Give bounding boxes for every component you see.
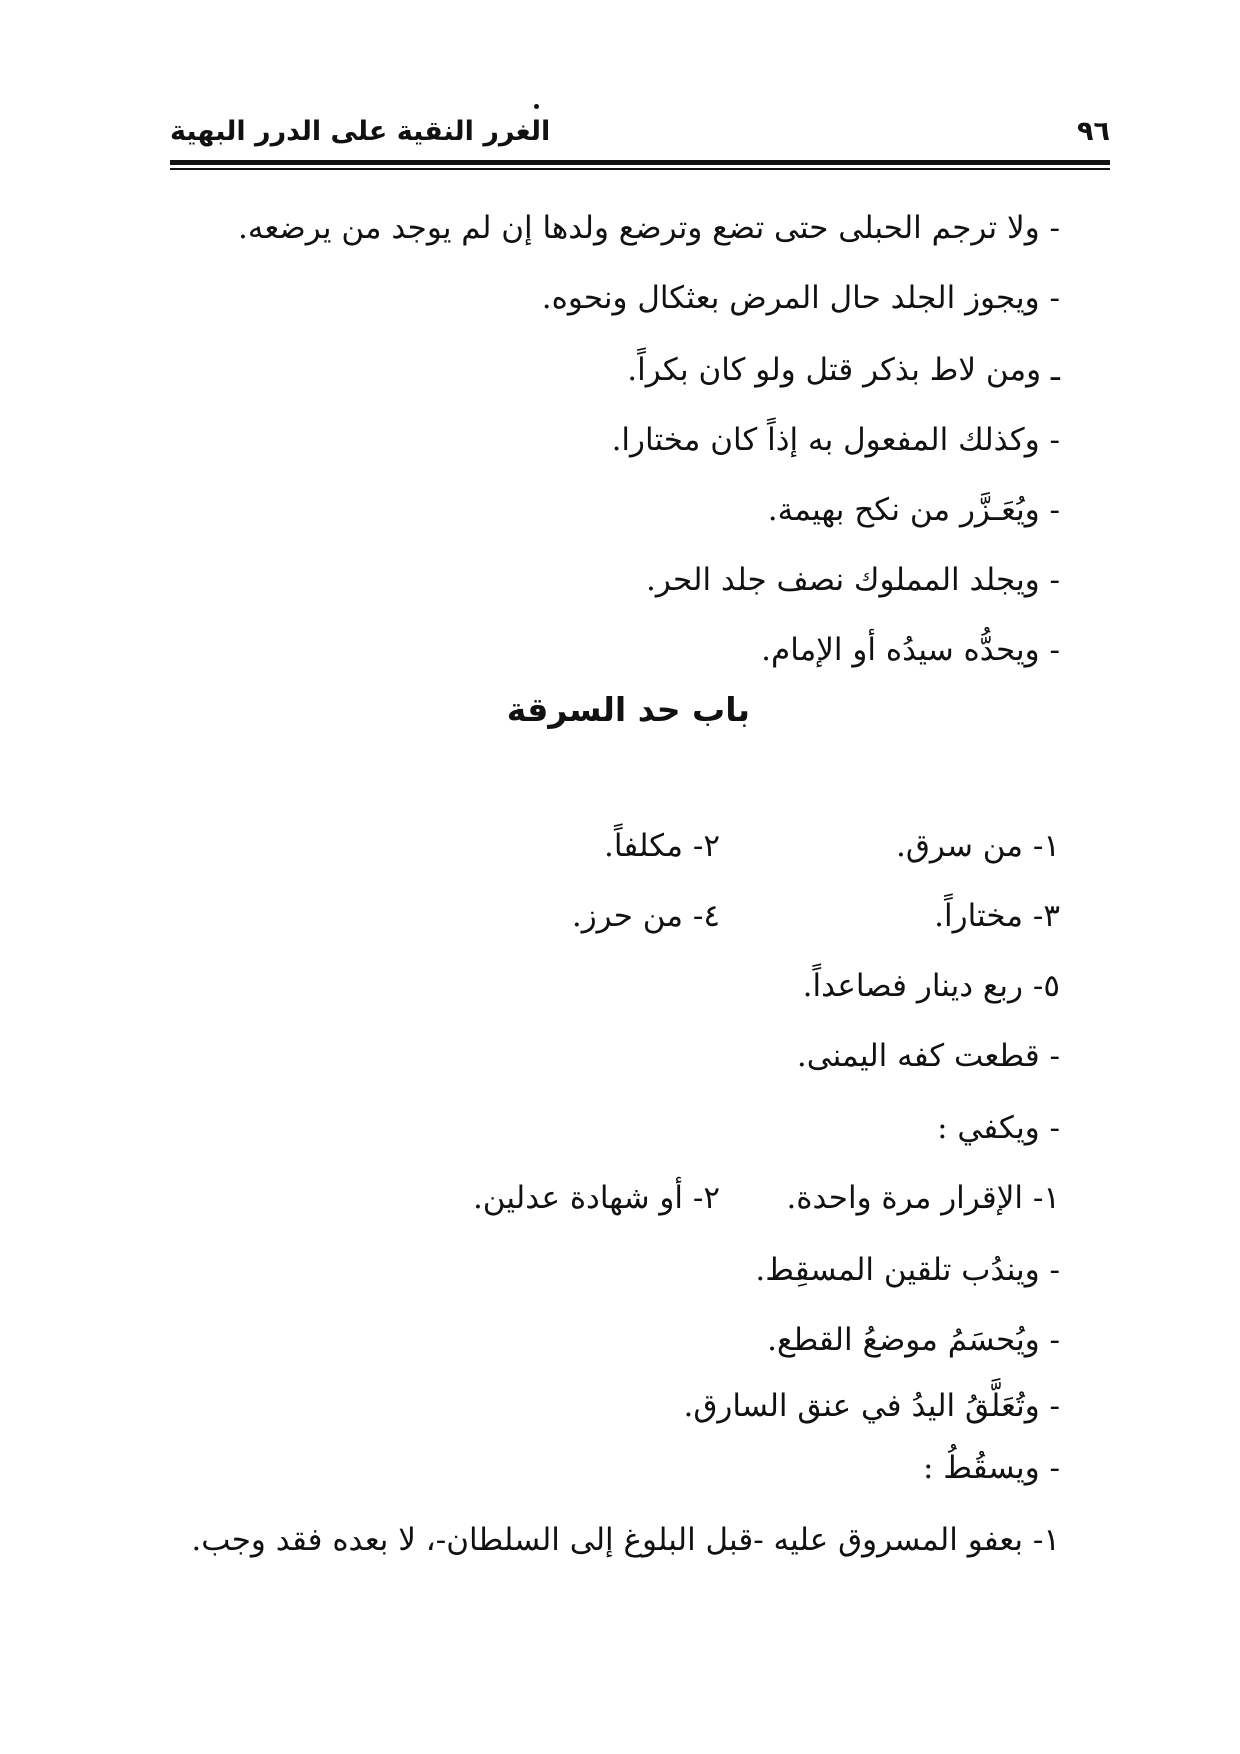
text-line: - ويكفي : [937,1110,1060,1146]
header-rule-thin [170,168,1110,170]
header-dot [534,104,539,109]
proof-item: ١- الإقرار مرة واحدة. [786,1180,1060,1216]
text-line: - ويُحسَمُ موضعُ القطع. [767,1322,1060,1358]
section-title: باب حد السرقة [506,690,750,729]
header-rule-thick [170,160,1110,165]
page-number: ٩٦ [1077,116,1110,147]
text-line: - ويندُب تلقين المسقِط. [755,1252,1060,1288]
condition-item: ٣- مختاراً. [934,898,1060,934]
text-line: - ويحدُّه سيدُه أو الإمام. [761,632,1060,668]
condition-item: ٢- مكلفاً. [604,828,720,864]
text-line: - ويجلد المملوك نصف جلد الحر. [646,562,1060,598]
running-title: الغرر النقية على الدرر البهية [170,116,551,147]
text-line: - وكذلك المفعول به إذاً كان مختارا. [611,422,1060,458]
text-line: - ويسقُطُ : [923,1450,1060,1486]
text-line: - ويجوز الجلد حال المرض بعثكال ونحوه. [541,280,1060,316]
condition-item: ١- من سرق. [895,828,1060,864]
text-line: - ولا ترجم الحبلى حتى تضع وترضع ولدها إن لم يوجد من يرضعه. [237,210,1060,246]
text-line: - ويُعَـزَّر من نكح بهيمة. [767,492,1060,528]
condition-item: ٤- من حرز. [571,898,720,934]
text-line: - قطعت كفه اليمنى. [796,1038,1060,1074]
text-line: ـ ومن لاط بذكر قتل ولو كان بكراً. [627,352,1060,388]
page-header [170,110,1110,158]
text-line: ١- بعفو المسروق عليه -قبل البلوغ إلى السلطان-، لا بعده فقد وجب. [191,1522,1060,1558]
condition-item: ٥- ربع دينار فصاعداً. [802,968,1060,1004]
text-line: - وتُعَلَّقُ اليدُ في عنق السارق. [683,1388,1060,1424]
proof-item: ٢- أو شهادة عدلين. [472,1180,720,1216]
